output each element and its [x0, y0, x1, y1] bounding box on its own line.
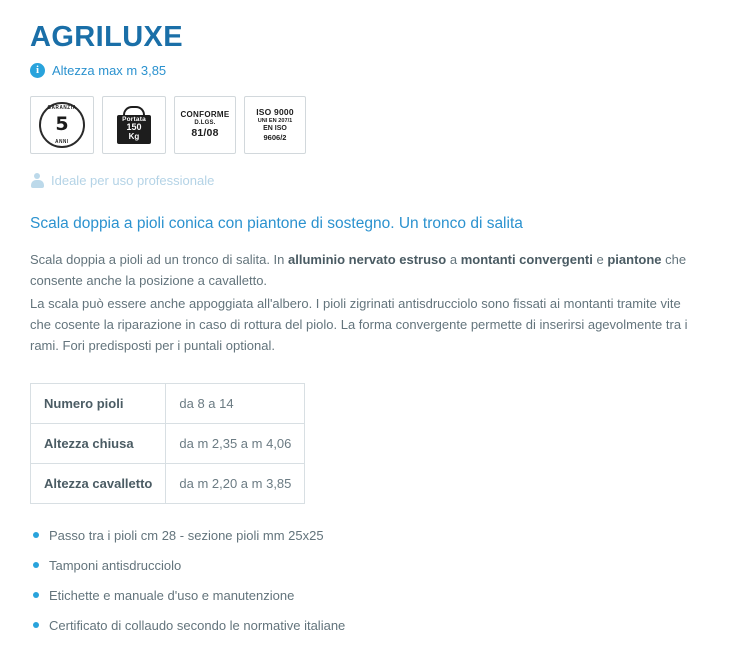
table-row: [31, 464, 305, 504]
spec-value: da m 2,20 a m 3,85: [166, 464, 305, 504]
description-paragraph-1: [30, 249, 690, 291]
spec-label: Numero pioli: [31, 384, 166, 424]
iso-badge: [244, 96, 306, 154]
spec-label: Altezza chiusa: [31, 424, 166, 464]
description-text: a: [446, 252, 461, 268]
description-emphasis: montanti convergenti: [460, 252, 593, 268]
conformity-text: [180, 110, 229, 141]
list-item: [30, 528, 709, 558]
description-emphasis: piantone: [607, 252, 662, 268]
max-height-text: Altezza max m 3,85: [52, 62, 167, 78]
description-paragraph-2: La scala può essere anche appoggiata all'albero. I pioli zigrinati antisdrucciolo sono fissati ai montanti tramite vite che cosente la riparazione in caso di rottura del piolo. La forma convergente permette di inserirsi agevolmente tra i rami. Fori predisposti per i puntali optional.: [30, 296, 688, 354]
iso-line-3: EN ISO: [263, 124, 287, 132]
load-capacity-unit: Kg: [128, 131, 140, 141]
bullet-icon: [33, 562, 39, 568]
specifications-table: [30, 383, 305, 504]
info-icon: i: [30, 63, 45, 78]
list-item: [30, 618, 709, 648]
list-item: [30, 588, 709, 618]
professional-use-note: [30, 173, 709, 188]
conformity-line-1: CONFORME: [180, 109, 230, 119]
bullet-icon: [33, 592, 39, 598]
load-capacity-value: 150: [126, 122, 142, 133]
guarantee-stamp: [39, 102, 85, 148]
guarantee-years-unit: ANNI: [55, 138, 69, 145]
iso-line-1: ISO 9000: [256, 107, 294, 118]
list-item: [30, 558, 709, 588]
page-title: AGRILUXE: [30, 21, 184, 53]
table-row: [31, 384, 305, 424]
person-icon: [30, 173, 44, 188]
iso-line-2: UNI EN 207/1: [257, 117, 293, 124]
certification-badges: [30, 96, 709, 154]
spec-label: Altezza cavalletto: [31, 464, 166, 504]
product-description: [30, 249, 690, 356]
bullet-icon: [33, 532, 39, 538]
conformity-badge: [174, 96, 236, 154]
feature-text: Etichette e manuale d'uso e manutenzione: [49, 588, 295, 604]
guarantee-years-value: 5: [55, 113, 69, 136]
load-capacity-label: Portata: [122, 115, 146, 123]
max-height-note: [30, 63, 709, 78]
guarantee-arc-top: GARANZIA: [47, 104, 77, 111]
spec-value: da m 2,35 a m 4,06: [166, 424, 305, 464]
load-capacity-plate: [117, 115, 151, 145]
conformity-line-3: 81/08: [191, 127, 219, 140]
description-text: Scala doppia a pioli ad un tronco di salita. In: [30, 252, 289, 268]
table-row: [31, 424, 305, 464]
load-capacity-badge: [102, 96, 166, 154]
feature-text: Certificato di collaudo secondo le normative italiane: [49, 618, 346, 634]
iso-text: [256, 107, 294, 143]
bullet-icon: [33, 622, 39, 628]
description-emphasis: alluminio nervato estruso: [288, 252, 447, 268]
features-list: [30, 528, 709, 648]
feature-text: Tamponi antisdrucciolo: [49, 558, 182, 574]
conformity-line-2: D.LGS.: [194, 119, 216, 126]
feature-text: Passo tra i pioli cm 28 - sezione pioli mm 25x25: [49, 528, 324, 544]
iso-line-4: 9606/2: [263, 133, 287, 143]
description-text: che consente anche la posizione a cavalletto.: [30, 252, 687, 289]
description-text: e: [592, 252, 608, 268]
hook-icon: [123, 106, 145, 115]
spec-value: da 8 a 14: [166, 384, 305, 424]
guarantee-stamp-badge: [30, 96, 94, 154]
load-capacity-graphic: [117, 106, 151, 145]
product-subtitle: Scala doppia a pioli conica con piantone di sostegno. Un tronco di salita: [30, 214, 523, 232]
professional-use-text: Ideale per uso professionale: [51, 172, 215, 188]
